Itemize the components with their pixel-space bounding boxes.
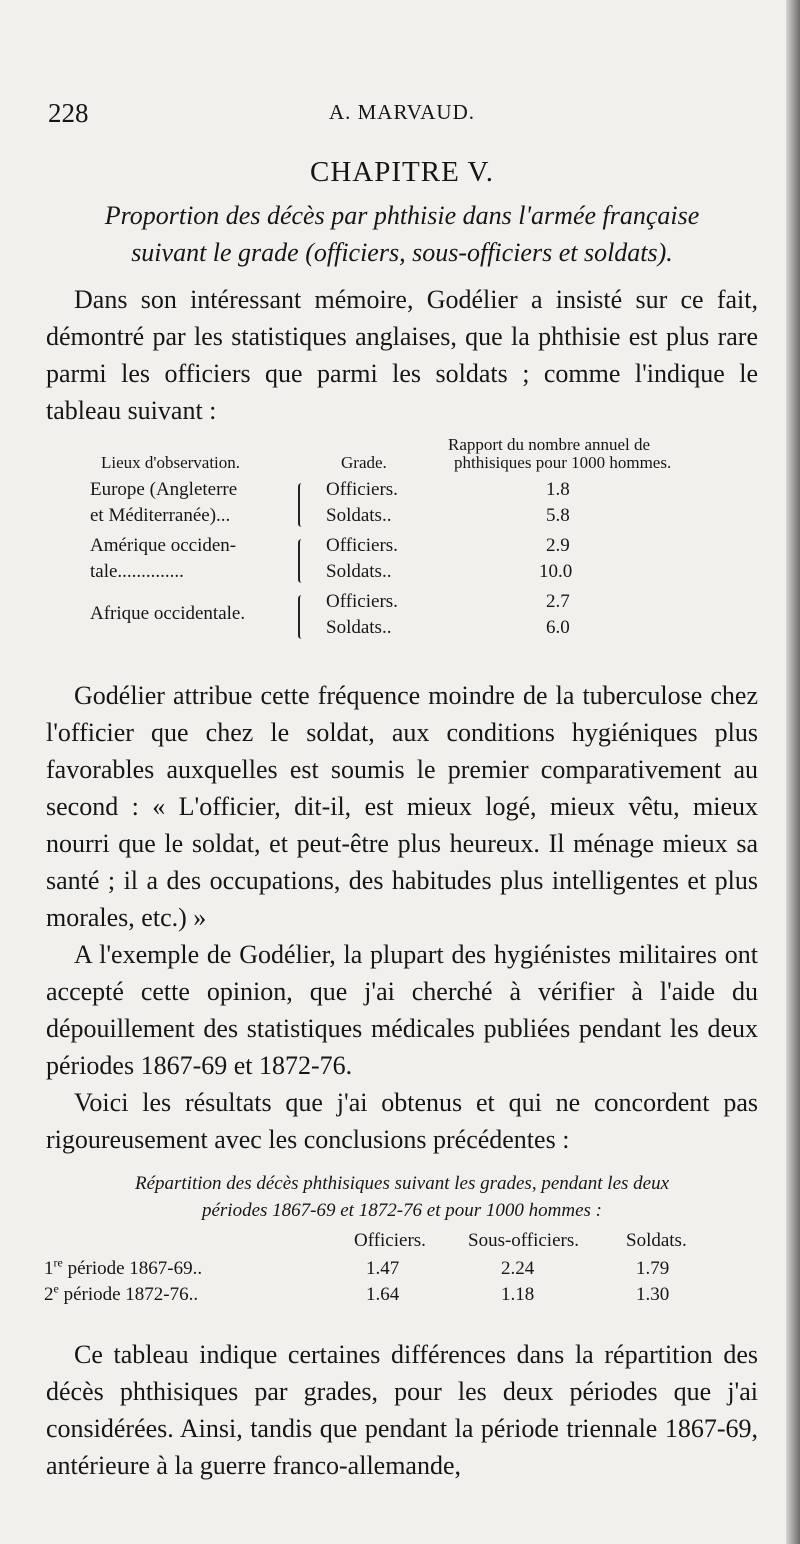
table1-row2-value-1: 2.9 [546, 535, 570, 556]
table1-row1-value-1: 1.8 [546, 479, 570, 500]
page-header [46, 88, 758, 138]
table2-row1-soldats: 1.79 [636, 1258, 670, 1279]
chapter-title: CHAPITRE V. [310, 156, 494, 188]
table2-row1-suffix: re [53, 1255, 63, 1270]
table2-row2-ordinal: 2 [44, 1284, 54, 1305]
table2-caption-line-1: Répartition des décès phthisiques suivant les grades, pendant les deux [134, 1173, 670, 1194]
table2-row2-suffix: e [53, 1281, 59, 1296]
table2-row2-soldats: 1.30 [636, 1284, 670, 1305]
table1-row1-value-2: 5.8 [546, 505, 570, 526]
table1-row2-value-2: 10.0 [539, 561, 573, 582]
table2-row1-period: période 1867-69.. [67, 1258, 203, 1279]
table2-row1-ordinal: 1 [44, 1258, 54, 1279]
table1-row3-grade-1: Officiers. [326, 591, 398, 612]
paragraph-3: A l'exemple de Godélier, la plupart des hygiénistes militaires ont accepté cette opinion, que j'ai cherché à vérifier à l'aide du dépouillement des statistiques médicales publiées pendant les deux périodes 1867-69 et 1872-76. [46, 940, 758, 1080]
table1-row2-brace [298, 539, 305, 583]
table1-header-ratio-line-1: Rapport du nombre annuel de [448, 435, 651, 454]
page-number: 228 [48, 98, 89, 128]
table1-row2-place-line-2: tale.............. [90, 561, 184, 582]
table2-row2-sous-officiers: 1.18 [501, 1284, 535, 1305]
table1-header-place: Lieux d'observation. [101, 453, 241, 472]
table1-row2-grade-2: Soldats.. [326, 561, 392, 582]
paragraph-1: Dans son intéressant mémoire, Godélier a insisté sur ce fait, démontré par les statistiques anglaises, que la phthisie est plus rare parmi les officiers que parmi les soldats ; comme l'indique le tableau suivant : [46, 285, 758, 425]
paragraph-5: Ce tableau indique certaines différences dans la répartition des décès phthisiques par grades, pour les deux périodes que j'ai considérées. Ainsi, tandis que pendant la période triennale 1867-69, antérieure à la guerre franco-allemande, [46, 1340, 758, 1480]
chapter-subtitle-line-2: suivant le grade (officiers, sous-officiers et soldats). [131, 238, 673, 267]
table1-row3-value-2: 6.0 [546, 617, 570, 638]
chapter-subtitle [46, 197, 758, 271]
table1-header-ratio-line-2: phthisiques pour 1000 hommes. [454, 453, 672, 472]
table1-row3-place-line-1: Afrique occidentale. [90, 603, 246, 624]
table2-caption-line-2: périodes 1867-69 et 1872-76 et pour 1000 hommes : [201, 1200, 602, 1221]
table1-row1-grade-2: Soldats.. [326, 505, 392, 526]
table2-header-soldats: Soldats. [626, 1230, 687, 1251]
table2-header-sous-officiers: Sous-officiers. [468, 1230, 579, 1251]
table2-header-officiers: Officiers. [354, 1230, 426, 1251]
table2-row2-period: période 1872-76.. [63, 1284, 199, 1305]
table2-caption [46, 1170, 758, 1224]
running-head: A. MARVAUD. [328, 100, 476, 124]
table-deaths-by-grade [46, 1230, 758, 1310]
page-edge-shadow [786, 0, 800, 1544]
paragraph-2: Godélier attribue cette fréquence moindre de la tuberculose chez l'officier que chez le soldat, aux conditions hygiéniques plus favorables auxquelles est soumis le premier comparativement au second : « L'officier, dit-il, est mieux logé, mieux vêtu, mieux nourri que le soldat, et peut-être plus heureux. Il ménage mieux sa santé ; il a des occupations, des habitudes plus intelligentes et plus morales, etc.) » [46, 681, 758, 932]
table1-header-grade: Grade. [341, 453, 387, 472]
table2-row2-officiers: 1.64 [366, 1284, 400, 1305]
table1-row3-value-1: 2.7 [546, 591, 570, 612]
table1-row2-place-line-1: Amérique occiden- [90, 535, 237, 556]
chapter-subtitle-line-1: Proportion des décès par phthisie dans l'armée française [104, 201, 700, 230]
table2-row1-label [44, 1255, 203, 1280]
table1-row1-place-line-1: Europe (Angleterre [90, 479, 238, 500]
table1-row1-place-line-2: et Méditerranée)... [90, 505, 231, 526]
paragraph-4: Voici les résultats que j'ai obtenus et qui ne concordent pas rigoureusement avec les conclusions précédentes : [46, 1088, 758, 1154]
table1-row3-grade-2: Soldats.. [326, 617, 392, 638]
table1-row1-grade-1: Officiers. [326, 479, 398, 500]
table1-row3-brace [298, 595, 305, 639]
table-english-statistics [46, 435, 758, 667]
table2-row1-sous-officiers: 2.24 [501, 1258, 535, 1279]
table2-row2-label [44, 1281, 199, 1306]
table1-row2-grade-1: Officiers. [326, 535, 398, 556]
table2-row1-officiers: 1.47 [366, 1258, 400, 1279]
table1-row1-brace [298, 483, 305, 527]
